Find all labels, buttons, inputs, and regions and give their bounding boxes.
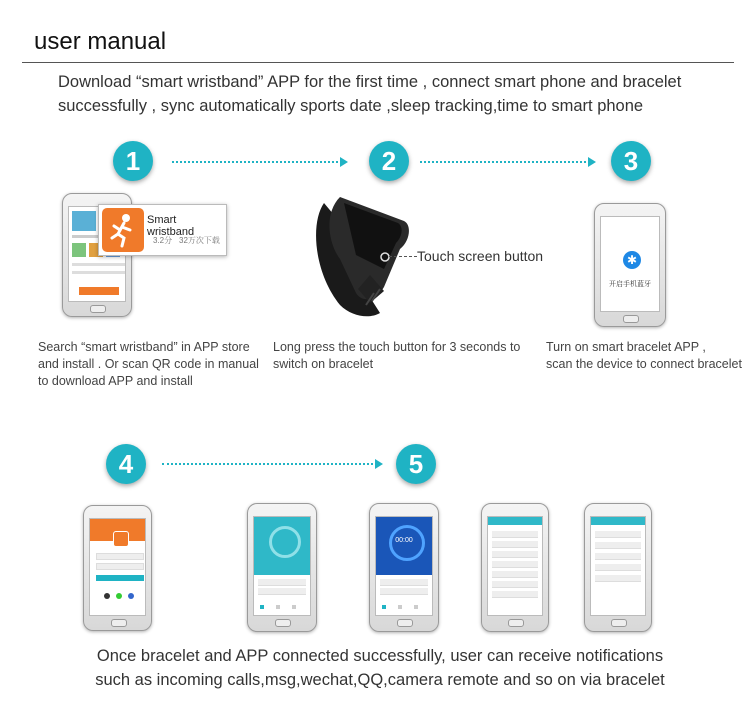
step-3-badge: 3 xyxy=(611,141,651,181)
arrow-2-to-3 xyxy=(420,161,590,163)
intro-text xyxy=(58,70,738,118)
login-phone xyxy=(83,505,152,631)
page-title: user manual xyxy=(34,28,167,55)
step-1-badge: 1 xyxy=(113,141,153,181)
title-divider xyxy=(22,62,734,63)
bluetooth-phone xyxy=(594,203,666,327)
bracelet-image xyxy=(300,193,420,323)
bluetooth-screen xyxy=(600,216,660,312)
activity-phone xyxy=(247,503,317,632)
footer-line-2: such as incoming calls,msg,wechat,QQ,camera remote and so on via bracelet xyxy=(95,671,665,689)
arrow-4-to-5 xyxy=(162,463,377,465)
app-name: Smart wristband xyxy=(147,214,195,238)
arrow-1-to-2 xyxy=(172,161,342,163)
bluetooth-label: 开启手机蓝牙 xyxy=(609,281,651,288)
footer-text xyxy=(60,644,700,692)
intro-line-2: successfully , sync automatically sports date ,sleep tracking,time to smart phone xyxy=(58,97,644,115)
step-2-caption: Long press the touch button for 3 seconds to switch on bracelet xyxy=(273,340,521,371)
step-3-caption: Turn on smart bracelet APP , scan the device to connect bracelet xyxy=(546,340,742,371)
bluetooth-icon: ✱ xyxy=(623,251,641,269)
timer-value: 00:00 xyxy=(395,537,413,544)
step-5-badge: 5 xyxy=(396,444,436,484)
notification-phone xyxy=(584,503,652,632)
timer-phone xyxy=(369,503,439,632)
touch-leader-line xyxy=(389,256,417,257)
app-downloads: 32万次下载 xyxy=(179,236,220,245)
step-2-badge: 2 xyxy=(369,141,409,181)
app-card xyxy=(98,204,227,256)
step-4-badge: 4 xyxy=(106,444,146,484)
intro-line-1: Download “smart wristband” APP for the first time , connect smart phone and bracelet xyxy=(58,73,682,91)
step-1-caption: Search “smart wristband” in APP store and install . Or scan QR code in manual to download APP and install xyxy=(38,340,259,388)
settings-phone xyxy=(481,503,549,632)
footer-line-1: Once bracelet and APP connected successfully, user can receive notifications xyxy=(96,647,664,665)
settings-screen xyxy=(487,516,543,616)
app-rating: 3.2分 xyxy=(153,236,173,245)
touch-button-label: Touch screen button xyxy=(417,248,544,264)
timer-screen xyxy=(375,516,433,616)
activity-screen xyxy=(253,516,311,616)
login-screen xyxy=(89,518,146,616)
notification-screen xyxy=(590,516,646,616)
running-person-icon xyxy=(102,208,144,252)
